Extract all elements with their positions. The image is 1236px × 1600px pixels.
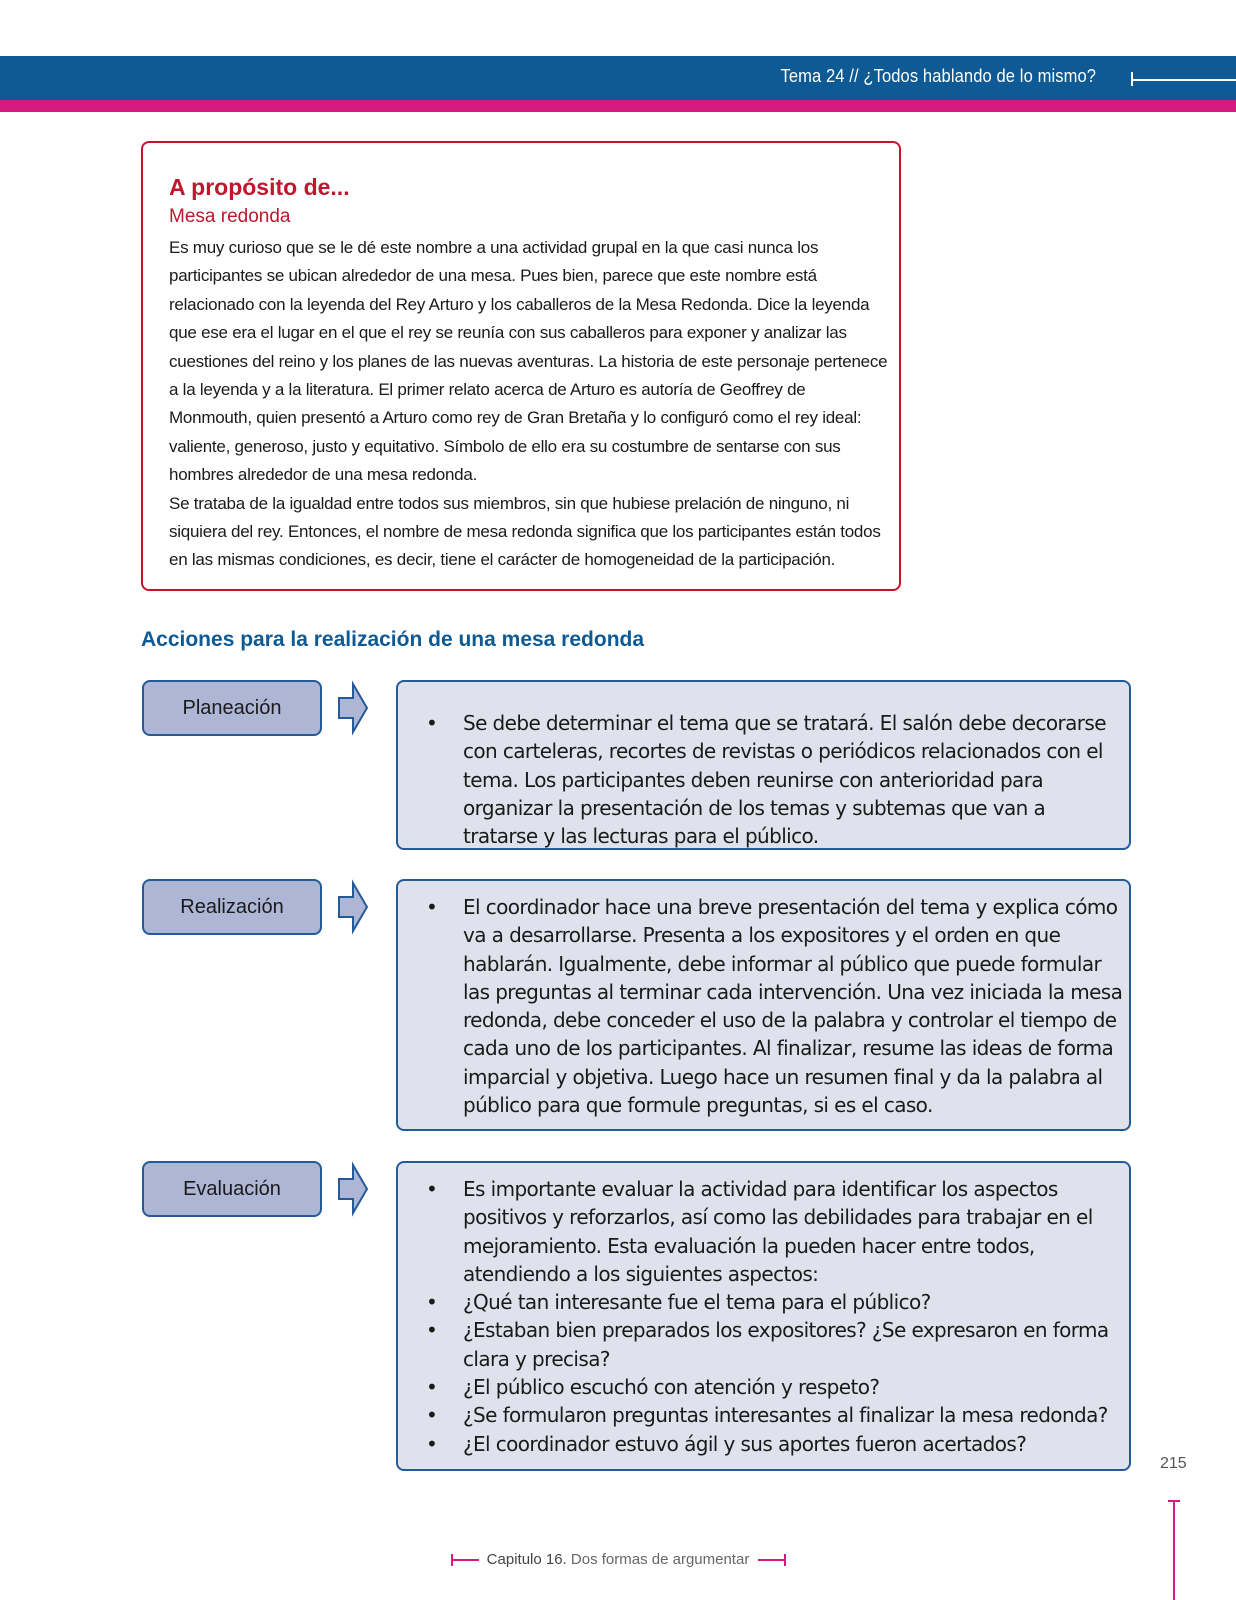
step-box-planeacion [396, 680, 1131, 850]
header-accent-stripe [0, 100, 1236, 112]
running-header-title: Tema 24 // ¿Todos hablando de lo mismo? [780, 66, 1096, 86]
side-marker-line [1173, 1500, 1175, 1600]
arrow-right-icon [337, 879, 369, 935]
list-item: • ¿El coordinador estuvo ágil y sus aportes fueron acertados? [398, 1430, 1123, 1458]
list-item: • ¿Estaban bien preparados los expositores? ¿Se expresaron en forma clara y precisa? [398, 1316, 1123, 1373]
step-box-evaluacion [396, 1161, 1131, 1471]
step-label-realizacion: Realización [142, 879, 322, 935]
header-line [1131, 79, 1236, 81]
list-item: • Es importante evaluar la actividad para identificar los aspectos positivos y reforzarlos, así como las debilidades para trabajar en el mejoramiento. Esta evaluación la pueden hacer entre todos, atendiendo a los siguientes aspectos: [398, 1175, 1123, 1288]
step-bullet-list [398, 709, 1123, 850]
page-number: 215 [1160, 1455, 1187, 1472]
list-item: • Se debe determinar el tema que se tratará. El salón debe decorarse con carteleras, recortes de revistas o periódicos relacionados con el tema. Los participantes deben reunirse con anterioridad para organizar la presentación de los temas y subtemas que van a tratarse y las lecturas para el público. [398, 709, 1123, 850]
aside-subheading: Mesa redonda [169, 206, 291, 227]
aside-heading: A propósito de... [169, 174, 350, 200]
list-item: • ¿Qué tan interesante fue el tema para el público? [398, 1288, 1123, 1316]
section-title: Acciones para la realización de una mesa redonda [141, 628, 645, 651]
arrow-right-icon [337, 680, 369, 736]
step-label-planeacion: Planeación [142, 680, 322, 736]
aside-paragraph: Se trataba de la igualdad entre todos sus miembros, sin que hubiese prelación de ninguno, ni siquiera del rey. Entonces, el nombre de mesa redonda significa que los participantes están todos en las mismas condiciones, es decir, tiene el carácter de homogeneidad de la participación. [169, 493, 881, 570]
list-item: • ¿El público escuchó con atención y respeto? [398, 1373, 1123, 1401]
footer-chapter: Capitulo 16. [486, 1551, 567, 1568]
step-bullet-list [398, 1175, 1123, 1458]
footer-right-bar [758, 1559, 786, 1561]
step-bullet-list [398, 893, 1123, 1119]
footer-left-bar [451, 1559, 479, 1561]
list-item: • El coordinador hace una breve presentación del tema y explica cómo va a desarrollarse. Presenta a los expositores y el orden en que hablarán. Igualmente, debe informar al público que puede formular las preguntas al terminar cada intervención. Una vez iniciada la mesa redonda, debe conceder el uso de la palabra y controlar el tiempo de cada uno de los participantes. Al finalizar, resume las ideas de forma imparcial y objetiva. Luego hace un resumen final y da la palabra al público para que formule preguntas, si es el caso. [398, 893, 1123, 1119]
step-box-realizacion [396, 879, 1131, 1131]
step-label-evaluacion: Evaluación [142, 1161, 322, 1217]
arrow-right-icon [337, 1161, 369, 1217]
aside-body [169, 234, 889, 575]
aside-paragraph: Es muy curioso que se le dé este nombre a una actividad grupal en la que casi nunca los participantes se ubican alrededor de una mesa. Pues bien, parece que este nombre está relacionado con la leyenda del Rey Arturo y los caballeros de la Mesa Redonda. Dice la leyenda que ese era el lugar en el que el rey se reunía con sus caballeros para exponer y analizar las cuestiones del reino y los planes de las nuevas aventuras. La historia de este personaje pertenece a la leyenda y a la literatura. El primer relato acerca de Arturo es autoría de Geoffrey de Monmouth, quien presentó a Arturo como rey de Gran Bretaña y lo configuró como el rey ideal: valiente, generoso, justo y equitativo. Símbolo de ello era su costumbre de sentarse con sus hombres alrededor de una mesa redonda. [169, 238, 888, 485]
list-item: • ¿Se formularon preguntas interesantes al finalizar la mesa redonda? [398, 1401, 1123, 1429]
footer [0, 1551, 1236, 1568]
footer-chapter-title: Dos formas de argumentar [570, 1551, 750, 1568]
